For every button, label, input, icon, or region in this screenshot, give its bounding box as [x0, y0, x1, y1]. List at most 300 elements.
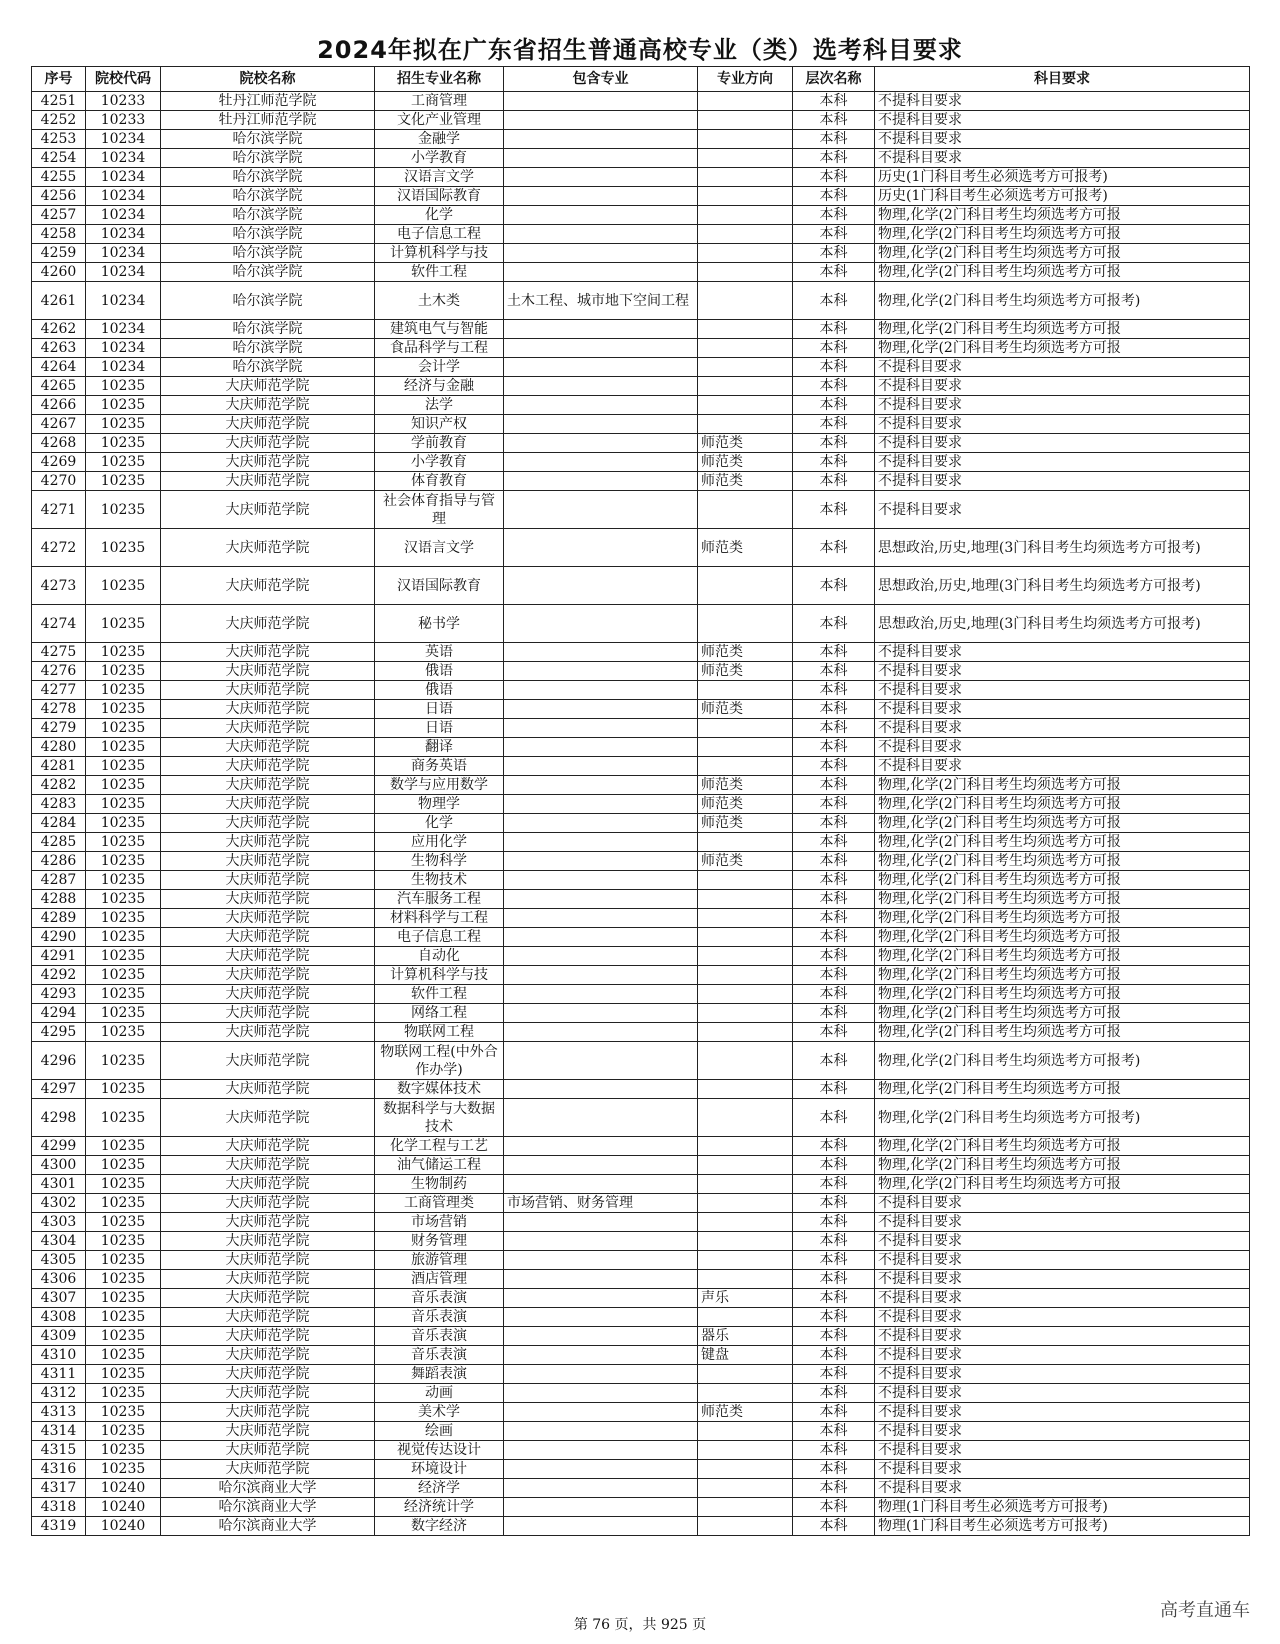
included-majors — [504, 187, 698, 206]
major-name: 秘书学 — [375, 605, 504, 643]
row-index: 4289 — [32, 909, 86, 928]
included-majors — [504, 681, 698, 700]
included-majors — [504, 491, 698, 529]
major-name: 市场营销 — [375, 1213, 504, 1232]
school-code: 10235 — [86, 1251, 161, 1270]
school-code: 10235 — [86, 890, 161, 909]
major-direction — [698, 947, 793, 966]
major-name: 食品科学与工程 — [375, 339, 504, 358]
subject-requirement: 物理,化学(2门科目考生均须选考方可报 — [875, 795, 1250, 814]
row-index: 4279 — [32, 719, 86, 738]
major-name: 软件工程 — [375, 263, 504, 282]
major-direction — [698, 1156, 793, 1175]
major-name: 物联网工程 — [375, 1023, 504, 1042]
subject-requirement: 物理(1门科目考生必须选考方可报考) — [875, 1498, 1250, 1517]
subject-requirement: 物理,化学(2门科目考生均须选考方可报 — [875, 985, 1250, 1004]
school-code: 10240 — [86, 1498, 161, 1517]
major-direction — [698, 1042, 793, 1080]
school-name: 牡丹江师范学院 — [161, 92, 375, 111]
major-name: 建筑电气与智能 — [375, 320, 504, 339]
included-majors — [504, 358, 698, 377]
level: 本科 — [793, 1251, 875, 1270]
major-direction — [698, 1175, 793, 1194]
school-code: 10235 — [86, 852, 161, 871]
level: 本科 — [793, 852, 875, 871]
subject-requirement: 物理,化学(2门科目考生均须选考方可报 — [875, 244, 1250, 263]
table-row — [32, 795, 1250, 814]
school-code: 10235 — [86, 1232, 161, 1251]
row-index: 4290 — [32, 928, 86, 947]
subject-requirement: 不提科目要求 — [875, 662, 1250, 681]
major-direction: 声乐 — [698, 1289, 793, 1308]
table-row — [32, 567, 1250, 605]
level: 本科 — [793, 111, 875, 130]
major-direction — [698, 1441, 793, 1460]
table-row — [32, 168, 1250, 187]
row-index: 4286 — [32, 852, 86, 871]
level: 本科 — [793, 1156, 875, 1175]
school-code: 10234 — [86, 225, 161, 244]
school-code: 10235 — [86, 377, 161, 396]
school-name: 大庆师范学院 — [161, 1194, 375, 1213]
subject-requirement: 不提科目要求 — [875, 1327, 1250, 1346]
included-majors — [504, 852, 698, 871]
table-row — [32, 738, 1250, 757]
school-code: 10234 — [86, 206, 161, 225]
row-index: 4263 — [32, 339, 86, 358]
header-school-code: 院校代码 — [86, 67, 161, 92]
school-code: 10235 — [86, 491, 161, 529]
school-name: 大庆师范学院 — [161, 681, 375, 700]
row-index: 4280 — [32, 738, 86, 757]
level: 本科 — [793, 776, 875, 795]
table-row — [32, 1308, 1250, 1327]
included-majors — [504, 833, 698, 852]
level: 本科 — [793, 605, 875, 643]
school-code: 10235 — [86, 1384, 161, 1403]
major-direction — [698, 1194, 793, 1213]
major-name: 材料科学与工程 — [375, 909, 504, 928]
major-name: 酒店管理 — [375, 1270, 504, 1289]
level: 本科 — [793, 225, 875, 244]
table-row — [32, 415, 1250, 434]
level: 本科 — [793, 244, 875, 263]
school-code: 10235 — [86, 871, 161, 890]
major-name: 土木类 — [375, 282, 504, 320]
level: 本科 — [793, 1194, 875, 1213]
row-index: 4318 — [32, 1498, 86, 1517]
table-row — [32, 377, 1250, 396]
table-row — [32, 928, 1250, 947]
row-index: 4259 — [32, 244, 86, 263]
table-row — [32, 966, 1250, 985]
level: 本科 — [793, 1441, 875, 1460]
table-row — [32, 263, 1250, 282]
major-direction — [698, 757, 793, 776]
school-name: 大庆师范学院 — [161, 529, 375, 567]
school-name: 大庆师范学院 — [161, 909, 375, 928]
major-name: 金融学 — [375, 130, 504, 149]
included-majors — [504, 339, 698, 358]
school-name: 大庆师范学院 — [161, 1289, 375, 1308]
school-name: 大庆师范学院 — [161, 1213, 375, 1232]
level: 本科 — [793, 1080, 875, 1099]
major-name: 舞蹈表演 — [375, 1365, 504, 1384]
major-name: 汉语言文学 — [375, 168, 504, 187]
table-row — [32, 358, 1250, 377]
included-majors — [504, 320, 698, 339]
school-code: 10234 — [86, 263, 161, 282]
major-direction — [698, 833, 793, 852]
row-index: 4276 — [32, 662, 86, 681]
major-name: 计算机科学与技 — [375, 966, 504, 985]
table-row — [32, 909, 1250, 928]
level: 本科 — [793, 1023, 875, 1042]
major-name: 环境设计 — [375, 1460, 504, 1479]
level: 本科 — [793, 700, 875, 719]
included-majors — [504, 1023, 698, 1042]
major-name: 俄语 — [375, 662, 504, 681]
major-direction — [698, 111, 793, 130]
level: 本科 — [793, 1232, 875, 1251]
row-index: 4295 — [32, 1023, 86, 1042]
major-direction — [698, 415, 793, 434]
table-row — [32, 339, 1250, 358]
major-name: 英语 — [375, 643, 504, 662]
table-row — [32, 1441, 1250, 1460]
school-code: 10235 — [86, 1042, 161, 1080]
row-index: 4311 — [32, 1365, 86, 1384]
school-code: 10235 — [86, 928, 161, 947]
subject-requirement: 不提科目要求 — [875, 1213, 1250, 1232]
level: 本科 — [793, 985, 875, 1004]
school-code: 10235 — [86, 738, 161, 757]
included-majors — [504, 795, 698, 814]
major-direction: 师范类 — [698, 662, 793, 681]
row-index: 4264 — [32, 358, 86, 377]
table-row — [32, 92, 1250, 111]
row-index: 4287 — [32, 871, 86, 890]
major-direction — [698, 187, 793, 206]
major-name: 经济学 — [375, 1479, 504, 1498]
major-name: 电子信息工程 — [375, 928, 504, 947]
school-name: 大庆师范学院 — [161, 1232, 375, 1251]
table-row — [32, 1498, 1250, 1517]
school-name: 大庆师范学院 — [161, 1346, 375, 1365]
row-index: 4253 — [32, 130, 86, 149]
school-name: 哈尔滨学院 — [161, 263, 375, 282]
table-row — [32, 1004, 1250, 1023]
subject-requirement: 物理,化学(2门科目考生均须选考方可报 — [875, 928, 1250, 947]
table-row — [32, 244, 1250, 263]
school-code: 10240 — [86, 1517, 161, 1536]
school-name: 哈尔滨学院 — [161, 149, 375, 168]
major-name: 汉语国际教育 — [375, 187, 504, 206]
subject-requirement: 物理,化学(2门科目考生均须选考方可报 — [875, 890, 1250, 909]
level: 本科 — [793, 909, 875, 928]
included-majors — [504, 206, 698, 225]
major-name: 数字经济 — [375, 1517, 504, 1536]
school-name: 哈尔滨商业大学 — [161, 1479, 375, 1498]
major-name: 经济统计学 — [375, 1498, 504, 1517]
school-code: 10235 — [86, 1004, 161, 1023]
major-direction — [698, 985, 793, 1004]
major-direction — [698, 1137, 793, 1156]
major-name: 数据科学与大数据技术 — [375, 1099, 504, 1137]
row-index: 4265 — [32, 377, 86, 396]
level: 本科 — [793, 415, 875, 434]
level: 本科 — [793, 643, 875, 662]
school-name: 大庆师范学院 — [161, 833, 375, 852]
school-code: 10234 — [86, 130, 161, 149]
table-row — [32, 396, 1250, 415]
major-name: 经济与金融 — [375, 377, 504, 396]
table-row — [32, 1156, 1250, 1175]
included-majors — [504, 1384, 698, 1403]
row-index: 4266 — [32, 396, 86, 415]
school-code: 10235 — [86, 947, 161, 966]
level: 本科 — [793, 472, 875, 491]
table-row — [32, 1403, 1250, 1422]
row-index: 4308 — [32, 1308, 86, 1327]
major-name: 美术学 — [375, 1403, 504, 1422]
header-included-majors: 包含专业 — [504, 67, 698, 92]
row-index: 4302 — [32, 1194, 86, 1213]
school-name: 大庆师范学院 — [161, 662, 375, 681]
included-majors — [504, 605, 698, 643]
major-direction — [698, 1251, 793, 1270]
school-code: 10235 — [86, 643, 161, 662]
school-name: 大庆师范学院 — [161, 453, 375, 472]
table-row — [32, 187, 1250, 206]
table-row — [32, 453, 1250, 472]
level: 本科 — [793, 1479, 875, 1498]
school-name: 大庆师范学院 — [161, 415, 375, 434]
major-direction — [698, 320, 793, 339]
row-index: 4319 — [32, 1517, 86, 1536]
major-name: 化学工程与工艺 — [375, 1137, 504, 1156]
major-direction: 师范类 — [698, 1403, 793, 1422]
level: 本科 — [793, 282, 875, 320]
major-direction — [698, 130, 793, 149]
major-name: 绘画 — [375, 1422, 504, 1441]
row-index: 4273 — [32, 567, 86, 605]
school-code: 10235 — [86, 605, 161, 643]
included-majors — [504, 567, 698, 605]
table-row — [32, 1365, 1250, 1384]
major-direction: 师范类 — [698, 434, 793, 453]
table-row — [32, 225, 1250, 244]
table-row — [32, 776, 1250, 795]
table-row — [32, 681, 1250, 700]
included-majors — [504, 263, 698, 282]
subject-requirement: 不提科目要求 — [875, 1251, 1250, 1270]
major-direction: 师范类 — [698, 453, 793, 472]
table-row — [32, 1099, 1250, 1137]
included-majors — [504, 453, 698, 472]
level: 本科 — [793, 149, 875, 168]
included-majors — [504, 529, 698, 567]
major-direction — [698, 92, 793, 111]
subject-requirement: 历史(1门科目考生必须选考方可报考) — [875, 168, 1250, 187]
level: 本科 — [793, 396, 875, 415]
major-name: 物理学 — [375, 795, 504, 814]
row-index: 4296 — [32, 1042, 86, 1080]
school-name: 大庆师范学院 — [161, 890, 375, 909]
level: 本科 — [793, 1517, 875, 1536]
included-majors — [504, 1156, 698, 1175]
table-row — [32, 1384, 1250, 1403]
major-direction — [698, 681, 793, 700]
included-majors — [504, 415, 698, 434]
included-majors — [504, 738, 698, 757]
subject-requirement: 物理,化学(2门科目考生均须选考方可报考) — [875, 282, 1250, 320]
row-index: 4270 — [32, 472, 86, 491]
row-index: 4261 — [32, 282, 86, 320]
school-code: 10235 — [86, 776, 161, 795]
school-code: 10234 — [86, 187, 161, 206]
included-majors — [504, 1308, 698, 1327]
school-code: 10235 — [86, 1194, 161, 1213]
included-majors — [504, 1460, 698, 1479]
major-name: 工商管理类 — [375, 1194, 504, 1213]
included-majors — [504, 1289, 698, 1308]
major-direction — [698, 605, 793, 643]
school-name: 牡丹江师范学院 — [161, 111, 375, 130]
school-name: 大庆师范学院 — [161, 1251, 375, 1270]
school-code: 10235 — [86, 757, 161, 776]
school-code: 10235 — [86, 1156, 161, 1175]
school-code: 10234 — [86, 244, 161, 263]
row-index: 4306 — [32, 1270, 86, 1289]
school-code: 10234 — [86, 320, 161, 339]
included-majors — [504, 1042, 698, 1080]
major-direction — [698, 1498, 793, 1517]
subject-requirement: 不提科目要求 — [875, 149, 1250, 168]
included-majors — [504, 225, 698, 244]
subject-requirement: 不提科目要求 — [875, 757, 1250, 776]
major-direction: 师范类 — [698, 643, 793, 662]
row-index: 4257 — [32, 206, 86, 225]
included-majors — [504, 1498, 698, 1517]
school-name: 哈尔滨学院 — [161, 282, 375, 320]
school-name: 大庆师范学院 — [161, 1403, 375, 1422]
school-code: 10235 — [86, 1175, 161, 1194]
included-majors — [504, 928, 698, 947]
row-index: 4291 — [32, 947, 86, 966]
row-index: 4300 — [32, 1156, 86, 1175]
major-direction — [698, 206, 793, 225]
major-name: 会计学 — [375, 358, 504, 377]
level: 本科 — [793, 320, 875, 339]
included-majors — [504, 1403, 698, 1422]
included-majors — [504, 757, 698, 776]
school-code: 10233 — [86, 111, 161, 130]
major-direction — [698, 1232, 793, 1251]
major-direction — [698, 738, 793, 757]
subject-requirement: 物理,化学(2门科目考生均须选考方可报考) — [875, 1042, 1250, 1080]
included-majors — [504, 776, 698, 795]
table-row — [32, 1175, 1250, 1194]
school-code: 10235 — [86, 396, 161, 415]
included-majors — [504, 1251, 698, 1270]
row-index: 4267 — [32, 415, 86, 434]
included-majors — [504, 149, 698, 168]
school-name: 大庆师范学院 — [161, 814, 375, 833]
school-name: 大庆师范学院 — [161, 396, 375, 415]
row-index: 4254 — [32, 149, 86, 168]
subject-requirement: 不提科目要求 — [875, 1308, 1250, 1327]
major-name: 物联网工程(中外合作办学) — [375, 1042, 504, 1080]
row-index: 4303 — [32, 1213, 86, 1232]
major-name: 文化产业管理 — [375, 111, 504, 130]
subject-requirement: 不提科目要求 — [875, 1194, 1250, 1213]
major-direction: 师范类 — [698, 529, 793, 567]
school-code: 10233 — [86, 92, 161, 111]
table-row — [32, 1517, 1250, 1536]
level: 本科 — [793, 453, 875, 472]
row-index: 4307 — [32, 1289, 86, 1308]
table-row — [32, 1251, 1250, 1270]
school-code: 10235 — [86, 1403, 161, 1422]
subject-requirement: 物理,化学(2门科目考生均须选考方可报 — [875, 909, 1250, 928]
table-row — [32, 1194, 1250, 1213]
school-name: 大庆师范学院 — [161, 605, 375, 643]
row-index: 4262 — [32, 320, 86, 339]
major-name: 学前教育 — [375, 434, 504, 453]
included-majors — [504, 92, 698, 111]
row-index: 4283 — [32, 795, 86, 814]
level: 本科 — [793, 1422, 875, 1441]
major-direction — [698, 263, 793, 282]
school-code: 10235 — [86, 453, 161, 472]
level: 本科 — [793, 1346, 875, 1365]
included-majors — [504, 909, 698, 928]
level: 本科 — [793, 833, 875, 852]
major-direction — [698, 1023, 793, 1042]
level: 本科 — [793, 263, 875, 282]
major-name: 小学教育 — [375, 149, 504, 168]
subject-requirement: 物理,化学(2门科目考生均须选考方可报 — [875, 833, 1250, 852]
major-name: 汉语言文学 — [375, 529, 504, 567]
header-subject-requirement: 科目要求 — [875, 67, 1250, 92]
table-row — [32, 111, 1250, 130]
row-index: 4282 — [32, 776, 86, 795]
row-index: 4271 — [32, 491, 86, 529]
subject-requirement: 物理,化学(2门科目考生均须选考方可报 — [875, 776, 1250, 795]
included-majors — [504, 396, 698, 415]
table-row — [32, 1213, 1250, 1232]
subject-requirement: 物理,化学(2门科目考生均须选考方可报 — [875, 1023, 1250, 1042]
row-index: 4251 — [32, 92, 86, 111]
school-code: 10235 — [86, 966, 161, 985]
level: 本科 — [793, 92, 875, 111]
table-row — [32, 529, 1250, 567]
subject-requirement: 物理,化学(2门科目考生均须选考方可报 — [875, 339, 1250, 358]
row-index: 4285 — [32, 833, 86, 852]
included-majors — [504, 966, 698, 985]
table-row — [32, 985, 1250, 1004]
table-row — [32, 1422, 1250, 1441]
subject-requirement: 物理,化学(2门科目考生均须选考方可报 — [875, 814, 1250, 833]
table-row — [32, 871, 1250, 890]
table-row — [32, 1327, 1250, 1346]
row-index: 4304 — [32, 1232, 86, 1251]
subject-requirement: 物理,化学(2门科目考生均须选考方可报 — [875, 1004, 1250, 1023]
subject-requirement: 不提科目要求 — [875, 1365, 1250, 1384]
level: 本科 — [793, 529, 875, 567]
row-index: 4317 — [32, 1479, 86, 1498]
